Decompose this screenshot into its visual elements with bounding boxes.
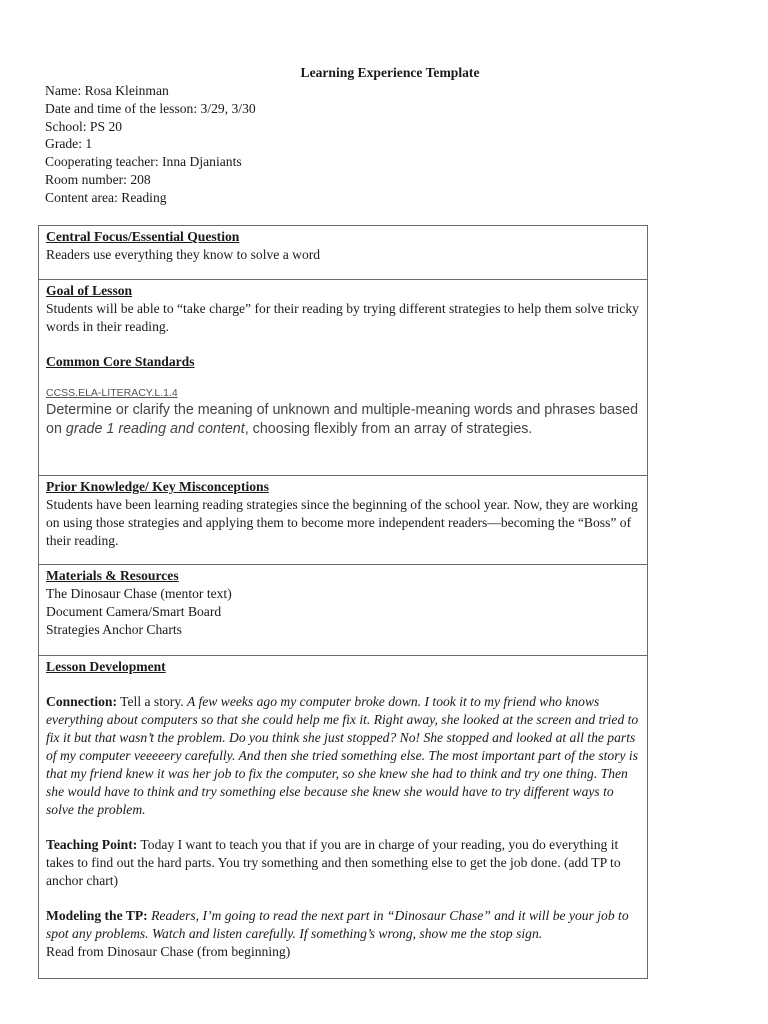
goal-heading: Goal of Lesson <box>46 283 133 298</box>
standard-text <box>46 401 640 439</box>
central-focus-row <box>39 226 648 280</box>
central-focus-text: Readers use everything they know to solve a word <box>46 247 321 262</box>
modeling-label: Modeling the TP: <box>46 908 148 923</box>
lesson-development-heading: Lesson Development <box>46 659 166 674</box>
connection-paragraph <box>46 693 640 819</box>
lesson-date-time: Date and time of the lesson: 3/29, 3/30 <box>45 100 256 116</box>
materials-row <box>39 565 648 656</box>
teaching-point-text: Today I want to teach you that if you are in charge of your reading, you do everything it takes to find out the hard parts. You try something and then something else to get the job done. (add TP to anchor chart) <box>46 837 621 888</box>
read-from-text: Read from Dinosaur Chase (from beginning) <box>46 944 291 959</box>
prior-knowledge-row <box>39 476 648 565</box>
materials-item: Document Camera/Smart Board <box>46 604 222 619</box>
materials-heading: Materials & Resources <box>46 568 179 583</box>
prior-knowledge-heading: Prior Knowledge/ Key Misconceptions <box>46 479 269 494</box>
standard-text-before: Determine or clarify the meaning of unknown and multiple-meaning words and phrases based on <box>46 402 639 437</box>
lesson-development-cell <box>39 656 648 979</box>
goal-row <box>39 280 648 476</box>
teaching-point-paragraph <box>46 836 640 890</box>
modeling-text: Readers, I’m going to read the next part in “Dinosaur Chase” and it will be your job to spot any problems. Watch and listen carefully. If something’s wrong, show me the stop sign. <box>46 908 629 941</box>
room-number: Room number: 208 <box>45 171 151 187</box>
prior-knowledge-text: Students have been learning reading strategies since the beginning of the school year. Now, they are working on using those strategies and applying them to become more independent readers—becoming the “Boss” of their reading. <box>46 497 638 548</box>
lesson-development-row <box>39 656 648 979</box>
cooperating-teacher: Cooperating teacher: Inna Djaniants <box>45 154 242 170</box>
materials-cell <box>39 565 648 656</box>
modeling-paragraph <box>46 907 640 943</box>
school-name: School: PS 20 <box>45 118 123 134</box>
document-title: Learning Experience Template <box>300 65 480 80</box>
connection-label: Connection: <box>46 694 117 709</box>
standard-text-after: , choosing flexibly from an array of strategies. <box>244 421 533 437</box>
grade-level: Grade: 1 <box>45 136 93 152</box>
central-focus-heading: Central Focus/Essential Question <box>46 229 240 244</box>
goal-cell <box>39 280 648 476</box>
standard-text-italic: grade 1 reading and content <box>65 421 245 437</box>
content-area: Content area: Reading <box>45 189 167 205</box>
prior-knowledge-cell <box>39 476 648 565</box>
materials-item: Strategies Anchor Charts <box>46 622 182 637</box>
materials-item: The Dinosaur Chase (mentor text) <box>46 586 232 601</box>
teacher-name: Name: Rosa Kleinman <box>45 83 169 98</box>
lesson-table <box>38 225 648 979</box>
header-info <box>45 82 256 207</box>
goal-text: Students will be able to “take charge” for their reading by trying different strategies to help them solve tricky words in their reading. <box>46 301 639 334</box>
standards-heading: Common Core Standards <box>46 354 195 369</box>
standard-code: CCSS.ELA-LITERACY.L.1.4 <box>46 387 178 399</box>
connection-plain: Tell a story. <box>117 694 188 709</box>
teaching-point-label: Teaching Point: <box>46 837 138 852</box>
connection-story: A few weeks ago my computer broke down. I took it to my friend who knows everything about computers so that she could help me fix it. Right away, she looked at the screen and tried to fix it but that wasn’t the problem. Do you think she just stopped? No! She stopped and looked at all the parts of my computer veeeeery carefully. And then she tried something else. The most important part of the story is that my friend knew it was her job to fix the computer, so she knew she had to think and try one thing. Then she would have to think and try something else because she knew she would have to try different ways to solve the problem. <box>46 694 639 817</box>
central-focus-cell <box>39 226 648 280</box>
